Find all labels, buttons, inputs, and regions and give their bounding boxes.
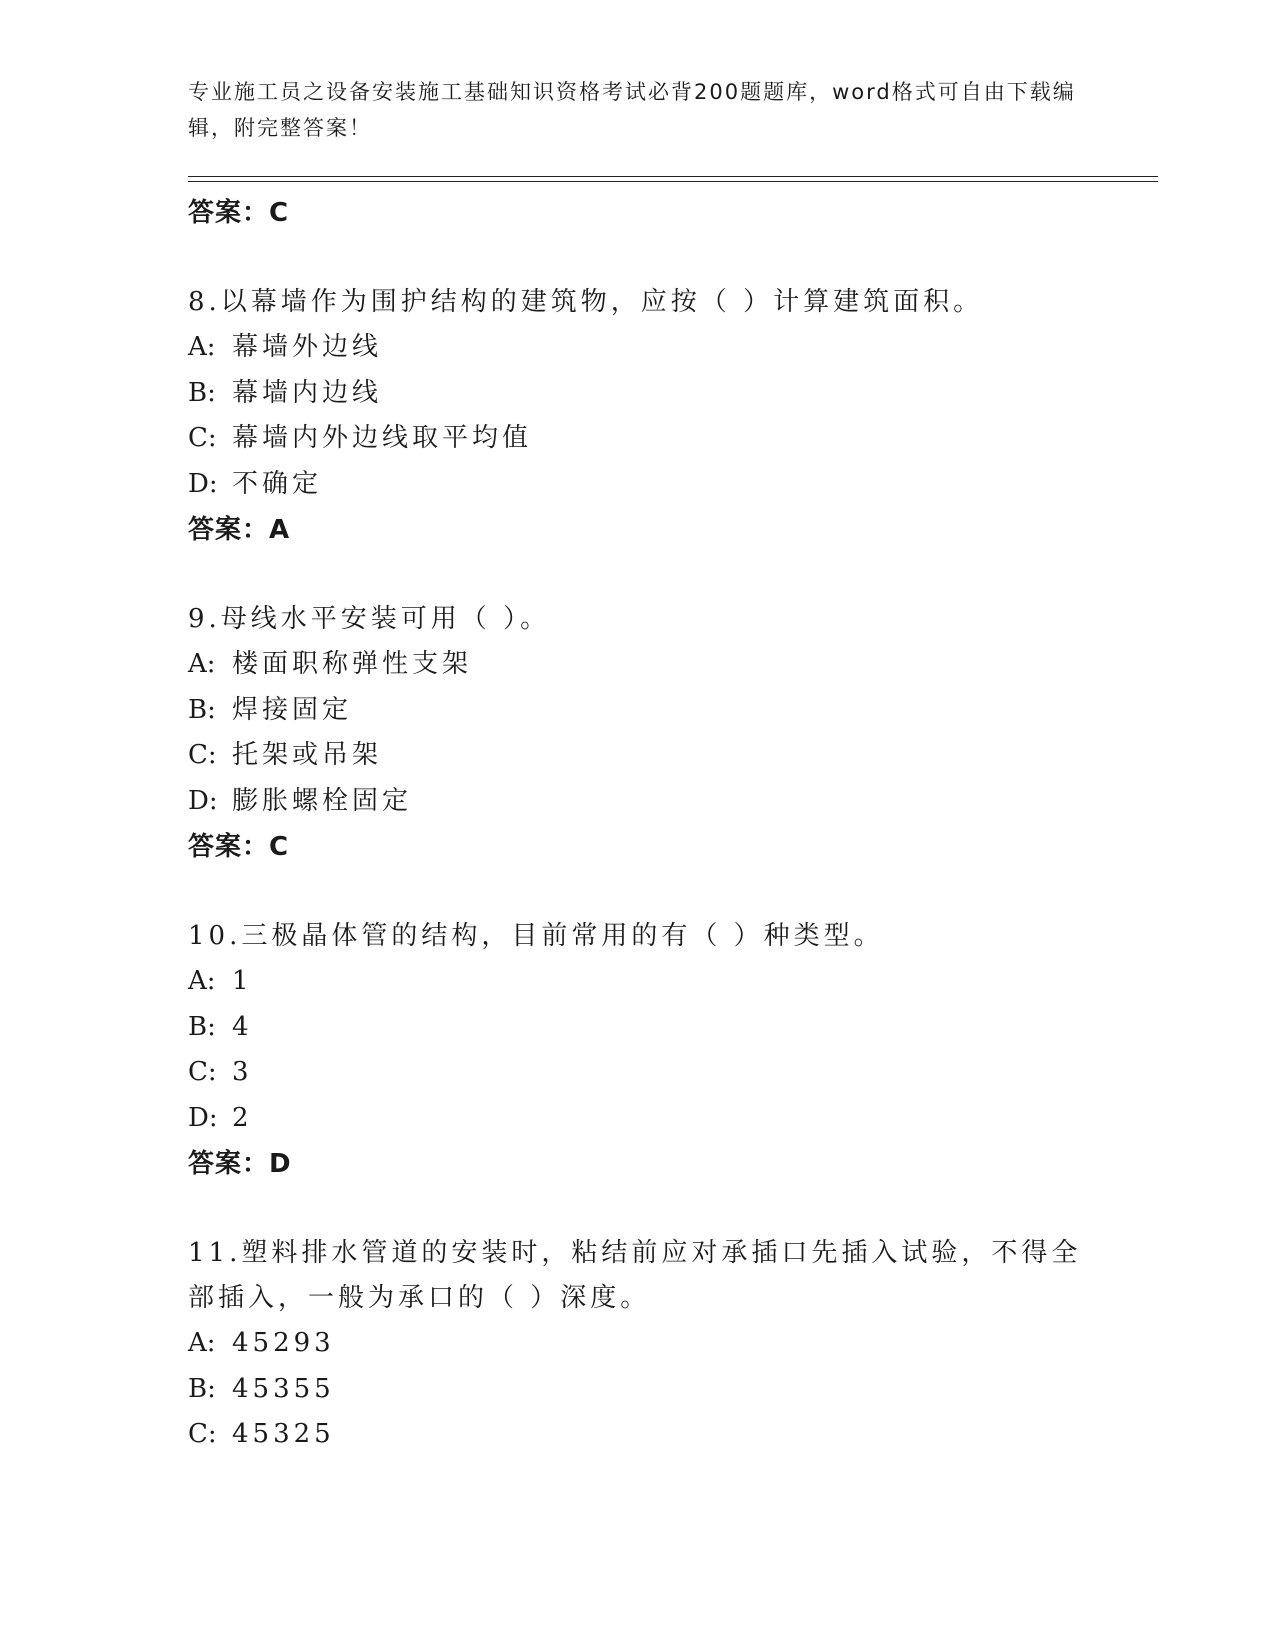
answer-option — [188, 462, 1088, 508]
option-letter: B: — [188, 1373, 216, 1404]
question-list — [188, 190, 1088, 1458]
option-text: 45355 — [232, 1373, 335, 1404]
option-text: 4 — [232, 1011, 253, 1042]
option-letter: C: — [188, 423, 217, 453]
option-text: 幕墙内边线 — [232, 377, 383, 408]
option-text: 幕墙外边线 — [232, 332, 383, 362]
option-letter: C: — [188, 740, 217, 770]
option-text: 焊接固定 — [232, 694, 353, 725]
option-text: 托架或吊架 — [232, 740, 383, 770]
question-stem: 11.塑料排水管道的安装时，粘结前应对承插口先插入试验，不得全部插入，一般为承口的（ ）深度。 — [188, 1238, 1082, 1313]
answer-line: 答案：D — [188, 1149, 292, 1179]
option-text: 楼面职称弹性支架 — [232, 649, 473, 679]
option-letter: D: — [188, 468, 218, 499]
option-letter: A: — [188, 332, 216, 362]
option-text: 45293 — [232, 1328, 335, 1358]
answer-option — [188, 1096, 1088, 1142]
answer-line: 答案：C — [188, 832, 290, 862]
block-spacer — [188, 553, 1088, 597]
option-letter: B: — [188, 1011, 216, 1042]
question-stem: 9.母线水平安装可用（ ）。 — [188, 604, 551, 634]
option-letter: C: — [188, 1419, 217, 1449]
option-text: 不确定 — [232, 468, 323, 499]
option-letter: C: — [188, 1057, 217, 1087]
answer-option — [188, 416, 1088, 462]
option-text: 45325 — [232, 1419, 335, 1449]
block-spacer — [188, 1187, 1088, 1231]
question-stem: 10.三极晶体管的结构，目前常用的有（ ）种类型。 — [188, 921, 884, 951]
answer-option — [188, 959, 1088, 1005]
option-text: 3 — [232, 1057, 253, 1087]
option-letter: A: — [188, 1328, 216, 1358]
answer-option — [188, 779, 1088, 825]
option-letter: D: — [188, 1102, 218, 1133]
option-text: 幕墙内外边线取平均值 — [232, 423, 533, 453]
option-letter: D: — [188, 785, 218, 816]
header-rule-bottom — [188, 181, 1158, 182]
answer-option — [188, 325, 1088, 371]
answer-option — [188, 1321, 1088, 1367]
answer-line: 答案：A — [188, 515, 291, 545]
answer-option — [188, 688, 1088, 734]
answer-option — [188, 1367, 1088, 1413]
option-letter: A: — [188, 649, 216, 679]
document-header: 专业施工员之设备安装施工基础知识资格考试必背200题题库，word格式可自由下载编辑，附完整答案！ — [188, 80, 1076, 140]
option-letter: B: — [188, 694, 216, 725]
answer-option — [188, 371, 1088, 417]
answer-option — [188, 1050, 1088, 1096]
answer-option — [188, 1412, 1088, 1458]
answer-option — [188, 1005, 1088, 1051]
answer-option — [188, 733, 1088, 779]
option-text: 2 — [232, 1102, 253, 1133]
question-stem: 8.以幕墙作为围护结构的建筑物，应按（ ）计算建筑面积。 — [188, 287, 984, 317]
option-text: 1 — [232, 966, 253, 996]
answer-line: 答案：C — [188, 198, 290, 228]
option-letter: A: — [188, 966, 216, 996]
option-letter: B: — [188, 377, 216, 408]
header-rule-top — [188, 176, 1158, 177]
option-text: 膨胀螺栓固定 — [232, 785, 413, 816]
block-spacer — [188, 236, 1088, 280]
answer-option — [188, 642, 1088, 688]
block-spacer — [188, 870, 1088, 914]
